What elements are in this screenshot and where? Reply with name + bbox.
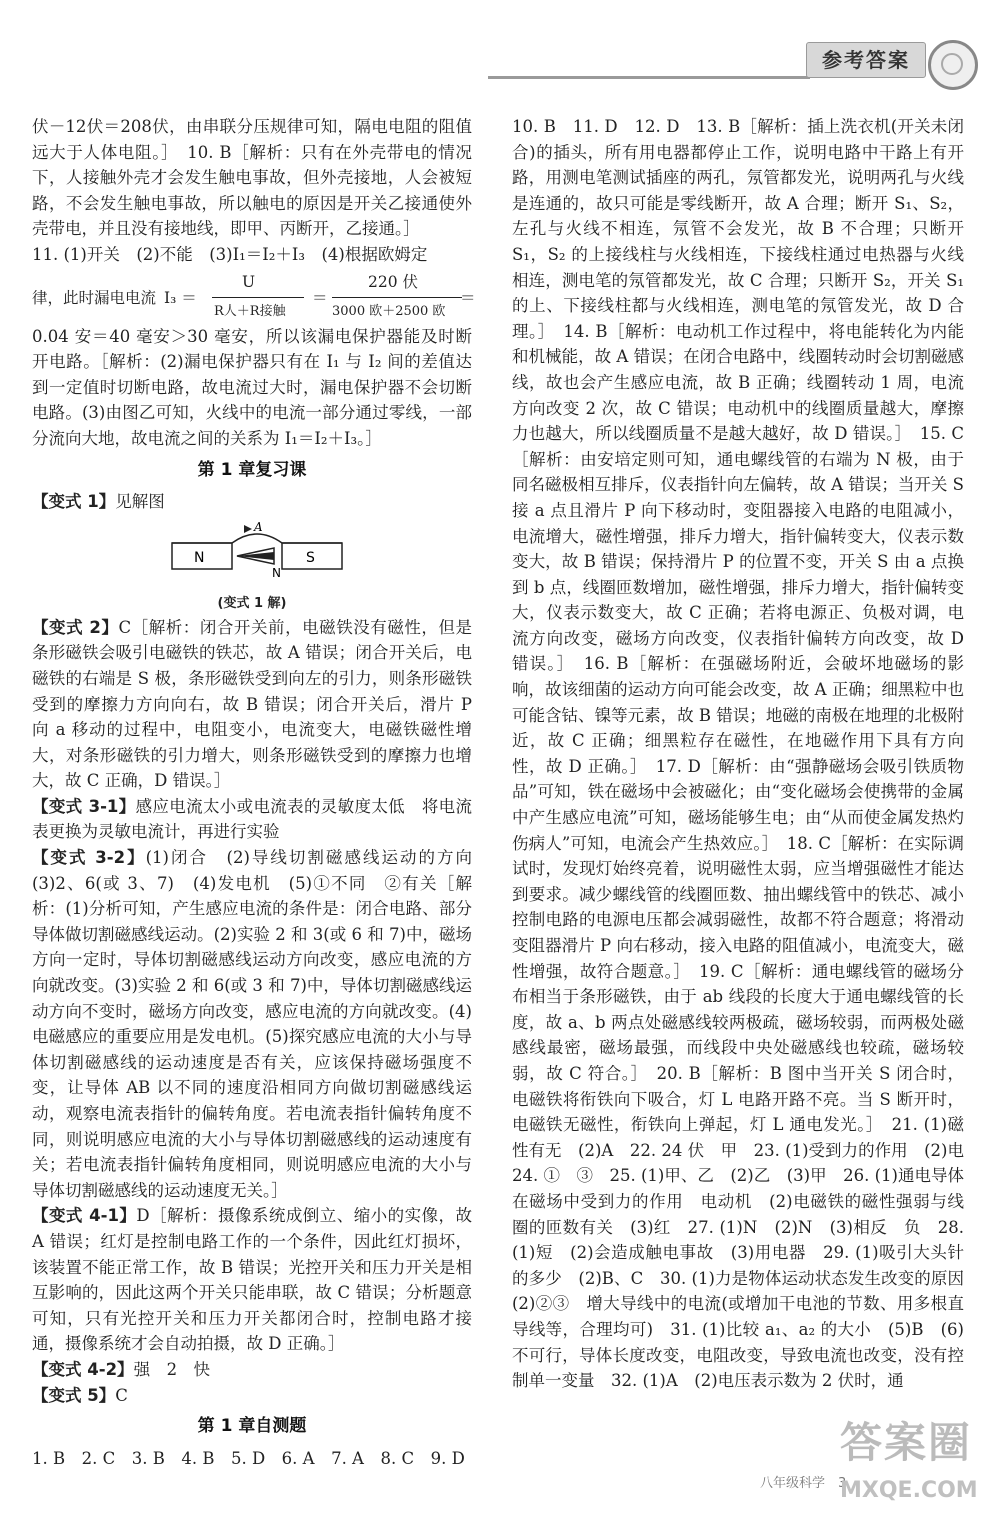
variant-3-2	[32, 845, 489, 1203]
variant-1-text: 见解图	[115, 492, 165, 512]
variant-4-1	[32, 1203, 472, 1357]
variant-5-text: C	[115, 1385, 128, 1405]
pole-n-label: N	[194, 549, 205, 566]
section-title-selftest: 第 1 章自测题	[197, 1416, 307, 1437]
formula-tail: ＝	[460, 288, 476, 307]
field-arrow	[244, 525, 252, 533]
variant-2-text: C［解析：闭合开关前，电磁铁没有磁性，但是条形磁铁会吸引电磁铁的铁芯，故 A 错误；闭合开关后，电磁铁的右端是 S 极，条形磁铁受到向左的引力，则条形磁铁受到的摩擦力方向向右，故 B 错误；闭合开关后，滑片 P 向 a 移动的过程中，电阻变小，电流变大，电磁铁磁性增大，对条形磁铁的引力增大，则条形磁铁受到的摩擦力也增大，故 C 正确，D 错误。］	[32, 617, 473, 791]
selftest-answers: 1. B 2. C 3. B 4. B 5. D 6. A 7. A 8. C 9. D	[32, 1448, 465, 1468]
variant-2-tag: 【变式 2】	[32, 617, 119, 637]
answer-badge: 参考答案	[806, 42, 926, 78]
watermark-logo: 答案圈	[840, 1418, 973, 1467]
magnet-diagram	[32, 521, 472, 591]
variant-3-2-tag: 【变式 3-2】	[32, 848, 146, 868]
variant-4-2-text: 强 2 快	[133, 1359, 211, 1379]
variant-5	[32, 1383, 472, 1409]
variant-3-1-text: 感应电流太小或电流表的灵敏度太低 将电流表更换为灵敏电流计，再进行实验	[32, 796, 473, 842]
left-column	[32, 114, 489, 1471]
section-title-review: 第 1 章复习课	[197, 459, 307, 480]
left-para-2: 11. (1)开关 (2)不能 (3)I₁＝I₂＋I₃ (4)根据欧姆定	[32, 244, 428, 264]
variant-1-tag: 【变式 1】	[32, 492, 116, 512]
left-para-1: 伏－12伏＝208伏，由串联分压规律可知，隔电电阻的阻值远大于人体电阻。］ 10. B［解析：只有在外壳带电的情况下，人接触外壳才会发生触电事故，但外壳接地，人会被短路，不会发生触电事故，所以触电的原因是开关乙接通使外壳带电，并且没有接地线，即甲、丙断开，乙接通。］	[32, 117, 472, 239]
variant-4-1-text: D［解析：摄像系统成倒立、缩小的实像，故 A 错误；红灯是控制电路工作的一个条件，因此红灯损坏，该装置不能正常工作，故 B 错误；光控开关和压力开关是相互影响的，因此这两个开关只能串联，故 C 错误；分析题意可知，只有光控开关和压力开关都闭合时，控制电路才接通，摄像系统才会自动拍摄，故 D 正确。］	[32, 1206, 472, 1354]
formula-lead: 律，此时漏电电流	[32, 288, 157, 307]
page-footer: 八年级科学 3	[760, 1476, 847, 1491]
seal-icon	[928, 40, 978, 90]
formula-den-1: R人＋R接触	[214, 303, 286, 319]
variant-4-2	[32, 1357, 472, 1383]
variant-4-2-tag: 【变式 4-2】	[32, 1359, 134, 1379]
pole-s-label: S	[306, 549, 315, 566]
variant-3-2-text: (1)闭合 (2)导线切割磁感线运动的方向 (3)2、6(或 3、7) (4)发电机 (5)①不同 ②有关［解析：(1)分析可知，产生感应电流的条件是：闭合电路、部分导体做切割磁感线运动。(2)实验 2 和 3(或 6 和 7)中，磁场方向一定时，导体切割磁感线运动方向改变，感应电流的方向就改变。(3)实验 2 和 6(或 3 和 7)中，导体切割磁感线运动方向不变时，磁场方向改变，感应电流的方向就改变。(4)电磁感应的重要应用是发电机。(5)探究感应电流的大小与导体切割磁感线的运动速度是否有关，应该保持磁场强度不变，让导体 AB 以不同的速度沿相同方向做切割磁感线运动，观察电流表指针的偏转角度。若电流表指针偏转角度不同，则说明感应电流的大小与导体切割磁感线的运动速度有关；若电流表指针偏转角度相同，则说明感应电流的大小与导体切割磁感线的运动速度无关。］	[32, 848, 489, 1200]
formula-num-1: U	[242, 272, 256, 291]
watermark	[840, 1410, 990, 1508]
fraction-bar-1	[212, 297, 304, 298]
left-para-3: 0.04 安＝40 毫安＞30 毫安，所以该漏电保护器能及时断开电路。［解析：(2)漏电保护器只有在 I₁ 与 I₂ 间的差值达到一定值时切断电路，故电流过大时，漏电保护器不会切断电路。(3)由图乙可知，火线中的电流一部分通过零线，一部分流向大地，故电流之间的关系为 I₁＝I₂＋I₃。］	[32, 326, 472, 448]
needle-n-label: N	[272, 565, 281, 580]
variant-3-1	[32, 794, 472, 845]
formula-lhs: I₃ ＝	[164, 288, 197, 307]
variant-1	[32, 489, 472, 515]
variant-2	[32, 615, 472, 794]
watermark-url: MXQE.COM	[840, 1478, 978, 1503]
leakage-formula	[32, 268, 476, 324]
variant-4-1-tag: 【变式 4-1】	[32, 1206, 137, 1226]
point-a-label: A	[254, 520, 263, 534]
figure-caption: (变式 1 解)	[217, 595, 287, 611]
fraction-bar-2	[332, 297, 462, 298]
formula-den-2: 3000 欧＋2500 欧	[332, 303, 446, 319]
field-line	[172, 534, 342, 543]
variant-5-tag: 【变式 5】	[32, 1385, 116, 1405]
variant-1-figure	[32, 521, 472, 613]
header-rule	[488, 76, 810, 79]
right-text: 10. B 11. D 12. D 13. B［解析：插上洗衣机(开关未闭合)的插头，所有用电器都停止工作，说明电路中干路上有开路，用测电笔测试插座的两孔，氖管都发光，说明两孔与火线是连通的，故只可能是零线断开，故 A 合理；断开 S₁、S₂，左孔与火线不相连，氖管不会发光，故 B 不合理；只断开 S₁，S₂ 的上接线柱与火线相连，下接线柱通过电热器与火线相连，测电笔的氖管都发光，故 C 合理；只断开 S₂，开关 S₁ 的上、下接线柱都与火线相连，测电笔的氖管发光，故 D 合理。］ 14. B［解析：电动机工作过程中，将电能转化为内能和机械能，故 A 错误；在闭合电路中，线圈转动时会切割磁感线，故也会产生感应电流，故 B 正确；线圈转动 1 周，电流方向改变 2 次，故 C 错误；电动机中的线圈质量越大，摩擦力也越大，所以线圈质量不是越大越好，故 D 错误。］ 15. C［解析：由安培定则可知，通电螺线管的右端为 N 极，由于同名磁极相互排斥，仪表指针向左偏转，故 A 错误；当开关 S 接 a 点且滑片 P 向下移动时，变阻器接入电路的电阻减小，电流增大，磁性增强，排斥力增大，指针偏转变大，仪表示数变大，故 B 错误；保持滑片 P 的位置不变，开关 S 由 a 点换到 b 点，线圈匝数增加，磁性增强，排斥力增大，指针偏转变大，仪表示数变大，故 C 正确；若将电源正、负极对调，电流方向改变，磁场方向改变，仪表指针偏转方向改变，故 D 错误。］ 16. B［解析：在强磁场附近，会破坏地磁场的影响，故该细菌的运动方向可能会改变，故 A 正确；细黑粒中也可能含钴、镍等元素，故 B 错误；地磁的南极在地理的北极附近，故 C 正确；细黑粒存在磁性，在地磁作用下具有方向性，故 D 正确。］ 17. D［解析：由“强静磁场会吸引铁质物品”可知，铁在磁场中会被磁化；由“变化磁场会使携带的金属中产生感应电流”可知，磁场能够生电；由“从而使金属发热灼伤病人”可知，电流会产生热效应。］ 18. C［解析：在实际调试时，发现灯始终亮着，说明磁性太弱，应当增强磁性才能达到要求。减少螺线管的线圈匝数、抽出螺线管中的铁芯、减小控制电路的电源电压都会减弱磁性，故都不符合题意；将滑动变阻器滑片 P 向右移动，接入电路的阻值减小，电流变大，磁性增强，故符合题意。］ 19. C［解析：通电螺线管的磁场分布相当于条形磁铁，由于 ab 线段的长度大于通电螺线管的长度，故 a、b 两点处磁感线较两极疏，磁场较弱，而两极处磁感线最密，磁场最强，而线段中央处磁感线也较疏，磁场较弱，故 C 符合。］ 20. B［解析：B 图中当开关 S 闭合时，电磁铁将衔铁向下吸合，灯 L 电路开路不亮。当 S 断开时，电磁铁无磁性，衔铁向上弹起，灯 L 通电发光。］ 21. (1)磁性有无 (2)A 22. 24 伏 甲 23. (1)受到力的作用 (2)电 24. ① ③ 25. (1)甲、乙 (2)乙 (3)甲 26. (1)通电导体在磁场中受到力的作用 电动机 (2)电磁铁的磁性强弱与线圈的匝数有关 (3)红 27. (1)N (2)N (3)相反 负 28. (1)短 (2)会造成触电事故 (3)用电器 29. (1)吸引大头针的多少 (2)B、C 30. (1)力是物体运动状态发生改变的原因 (2)②③ 增大导线中的电流(或增加干电池的节数、用多根直导线等，合理均可) 31. (1)比较 a₁、a₂ 的大小 (5)B (6)不可行，导体长度改变，电阻改变，导致电流也改变，没有控制单一变量 32. (1)A (2)电压表示数为 2 伏时，通	[512, 117, 981, 1391]
variant-3-1-tag: 【变式 3-1】	[32, 796, 136, 816]
right-column	[512, 114, 981, 1394]
formula-num-2: 220 伏	[368, 272, 419, 291]
formula-eq: ＝	[312, 288, 328, 307]
